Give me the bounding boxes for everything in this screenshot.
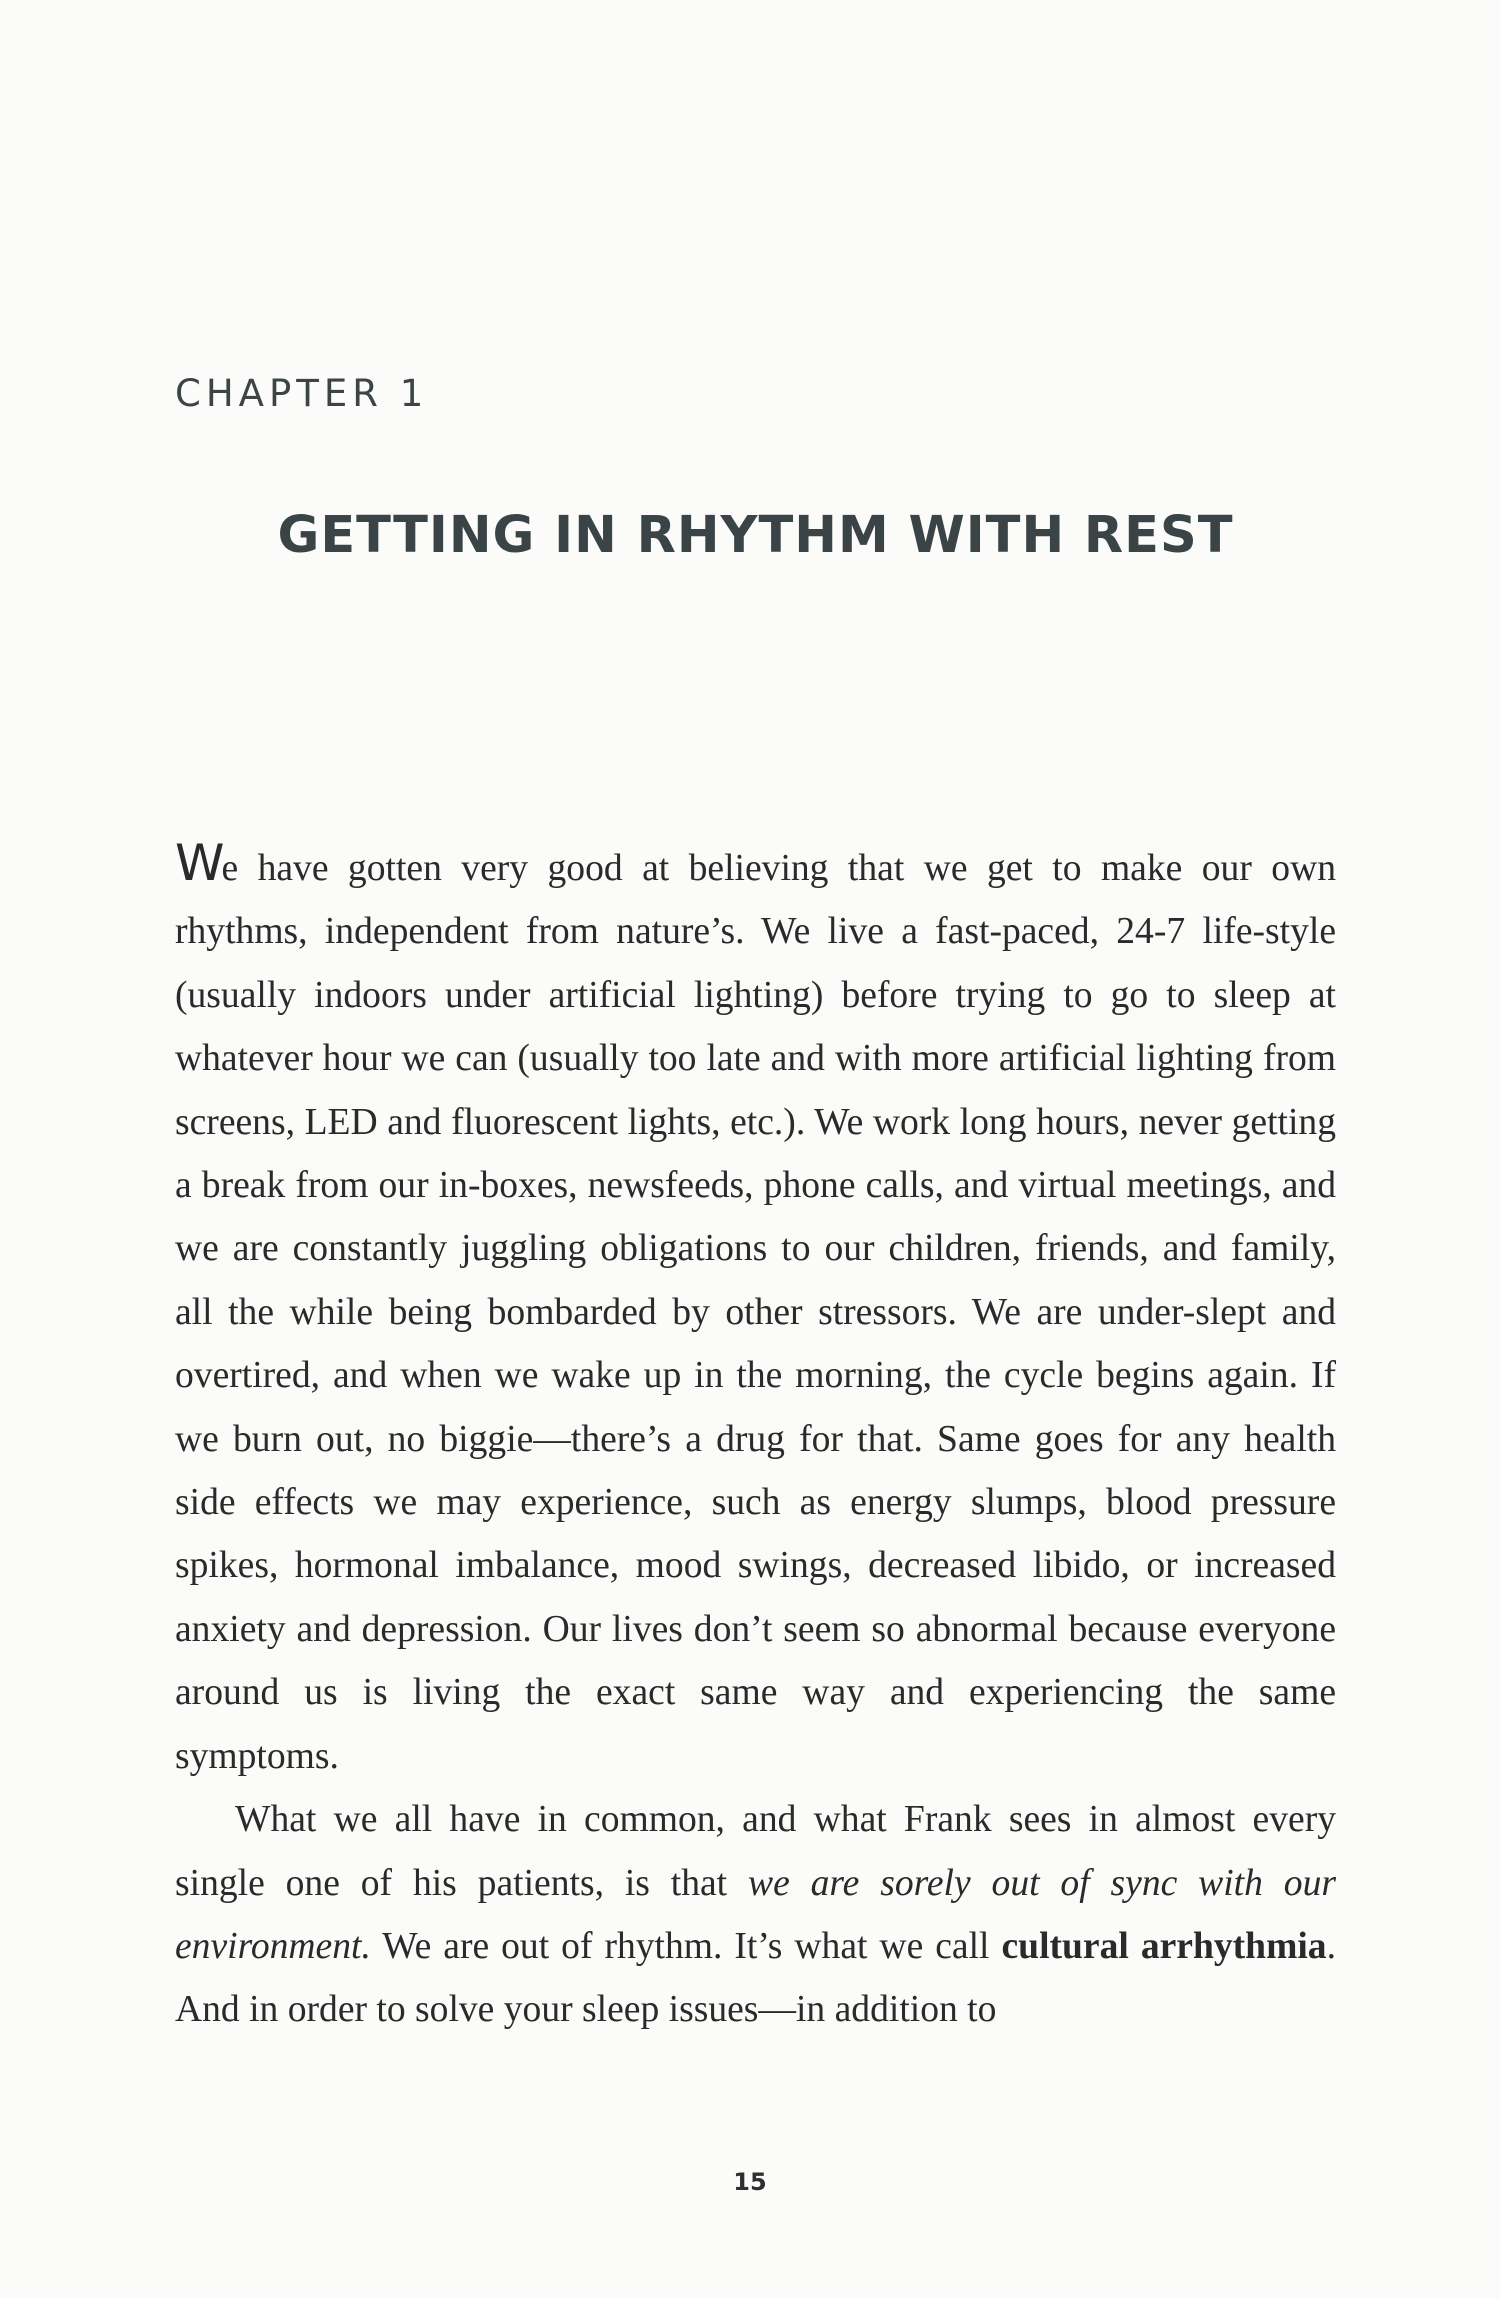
- paragraph-2-text-a: What we all have in common, and what Frank sees in almost every single one of his patients, is that: [175, 1799, 1336, 1904]
- chapter-label: CHAPTER 1: [175, 372, 429, 415]
- paragraph-1: [175, 834, 1336, 1788]
- paragraph-2-text-c: . And in order to solve your sleep issues—in addition to: [175, 1925, 1337, 2031]
- paragraph-1-text: e have gotten very good at believing that we get to make our own rhythms, independent from nature’s. We live a fast-paced, 24-7 life-style (usually indoors under artificial lighting) before trying to go to sleep at whatever hour we can (usually too late and with more artificial lighting from screens, LED and fluorescent lights, etc.). We work long hours, never getting a break from our in-boxes, newsfeeds, phone calls, and virtual meetings, and we are constantly juggling obligations to our children, friends, and family, all the while being bombarded by other stressors. We are under-slept and overtired, and when we wake up in the morning, the cycle begins again. If we burn out, no biggie—there’s a drug for that. Same goes for any health side effects we may experience, such as energy slumps, blood pressure spikes, hormonal imbalance, mood swings, decreased libido, or increased anxiety and depression. Our lives don’t seem so abnormal because everyone around us is living the exact same way and experiencing the same symptoms.: [175, 848, 1336, 1777]
- drop-cap: W: [175, 834, 222, 892]
- chapter-title: GETTING IN RHYTHM WITH REST: [277, 506, 1234, 566]
- page-number: 15: [733, 2168, 767, 2196]
- paragraph-2-bold-term: cultural arrhythmia: [1001, 1925, 1327, 1967]
- paragraph-2-italic: we are sorely out of sync with our environment.: [175, 1862, 1336, 1967]
- paragraph-2: [175, 1788, 1336, 2042]
- paragraph-2-text-b: We are out of rhythm. It’s what we call: [370, 1925, 1002, 1967]
- body-text: [175, 834, 1337, 2042]
